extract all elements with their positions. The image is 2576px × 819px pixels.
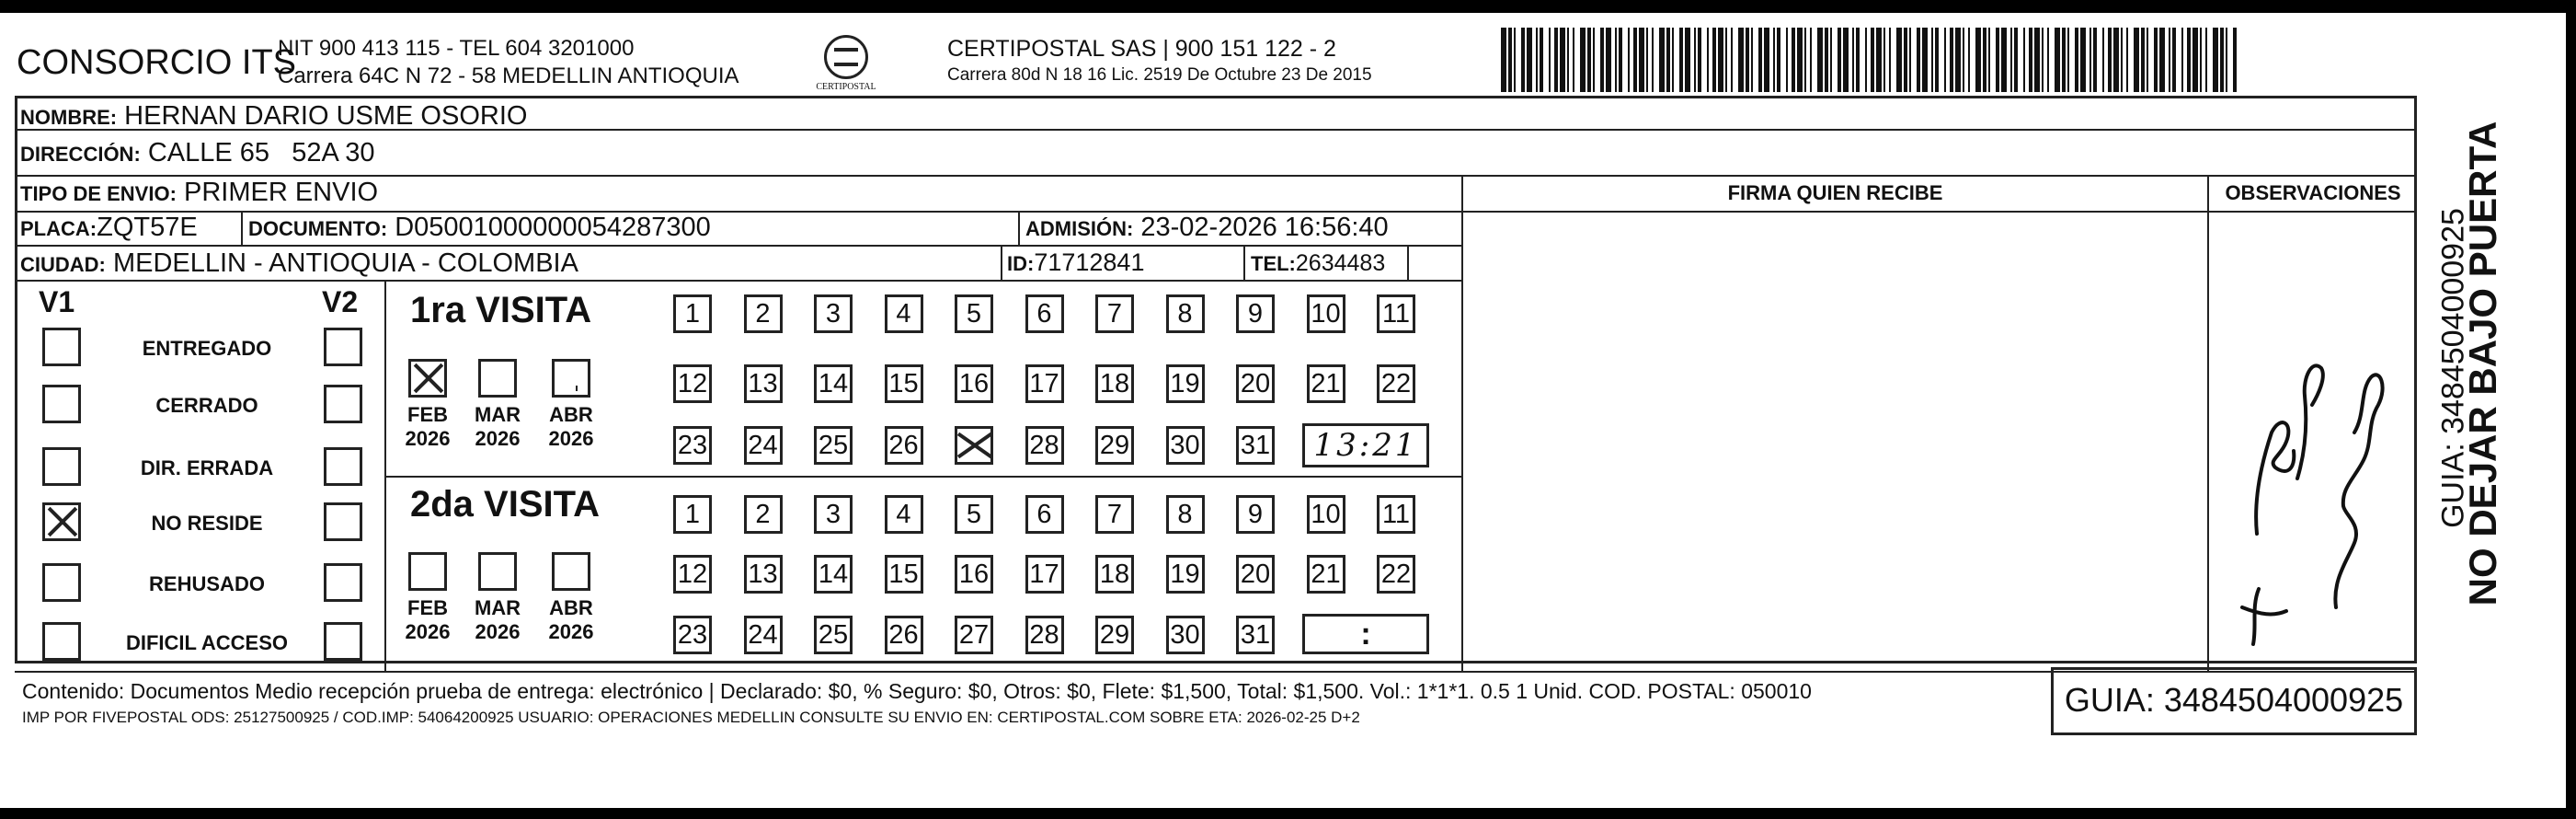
- visit2-month-checkbox-abr[interactable]: [552, 552, 590, 591]
- visit2-month-caption: [470, 596, 525, 644]
- barcode-bar: [1963, 28, 1964, 92]
- tel-value: 2634483: [1295, 250, 1386, 276]
- barcode-bar: [1619, 28, 1622, 92]
- barcode-bar: [1904, 28, 1907, 92]
- visit2-day-9[interactable]: 9: [1236, 495, 1275, 534]
- visit2-month-checkbox-mar[interactable]: [478, 552, 517, 591]
- ciudad-label: CIUDAD:: [20, 253, 106, 276]
- barcode-bar: [2159, 28, 2165, 92]
- visit1-day-19[interactable]: 19: [1166, 364, 1205, 403]
- status-option-label: DIR. ERRADA: [140, 456, 274, 479]
- barcode-bar: [2213, 28, 2218, 92]
- barcode-bar: [2134, 28, 2139, 92]
- barcode-bar: [1606, 28, 1611, 92]
- signature-drawing: [2216, 294, 2400, 653]
- visit1-month-checkbox-abr[interactable]: [552, 359, 590, 398]
- side-guia-number: GUIA: 3484504000925: [2435, 208, 2471, 528]
- visit2-day-18[interactable]: 18: [1095, 555, 1134, 594]
- visit1-day-16[interactable]: 16: [955, 364, 993, 403]
- barcode-bar: [2141, 28, 2145, 92]
- barcode-bar: [1580, 28, 1586, 92]
- barcode-bar: [1838, 28, 1841, 92]
- firma-header: FIRMA QUIEN RECIBE: [1727, 181, 1943, 204]
- barcode-bar: [1852, 28, 1854, 92]
- tipo-envio-label: TIPO DE ENVIO:: [20, 182, 177, 205]
- barcode-bar: [2001, 28, 2007, 92]
- visit2-day-22[interactable]: 22: [1377, 555, 1415, 594]
- barcode-bar: [2113, 28, 2119, 92]
- visit2-day-8[interactable]: 8: [1166, 495, 1205, 534]
- visit1-time[interactable]: 13:21: [1302, 423, 1429, 467]
- barcode-bar: [2187, 28, 2191, 92]
- barcode-bar: [1909, 28, 1911, 92]
- visit2-year-label: 2026: [548, 620, 594, 643]
- barcode-bar: [1707, 28, 1709, 92]
- visit1-day-7[interactable]: 7: [1095, 294, 1134, 333]
- barcode-bar: [1773, 28, 1775, 92]
- direccion-value: CALLE 65 52A 30: [147, 138, 375, 167]
- status-option-label: CERRADO: [155, 394, 258, 417]
- nombre-field: [20, 101, 527, 132]
- admision-field: [1025, 213, 1389, 243]
- visit1-day-20[interactable]: 20: [1236, 364, 1275, 403]
- barcode-bar: [1731, 28, 1733, 92]
- visit2-month-label: MAR: [474, 596, 521, 619]
- visit1-year-label: 2026: [475, 427, 521, 450]
- barcode-bar: [2014, 28, 2018, 92]
- barcode: [1501, 28, 2237, 92]
- courier-line: CERTIPOSTAL SAS | 900 151 122 - 2: [947, 36, 1336, 62]
- barcode-bar: [2126, 28, 2128, 92]
- barcode-bar: [1996, 28, 1999, 92]
- barcode-bar: [2010, 28, 2012, 92]
- barcode-bar: [1876, 28, 1882, 92]
- guia-number-box: GUIA: 3484504000925: [2051, 667, 2417, 735]
- visit2-month-checkbox-feb[interactable]: [408, 552, 447, 591]
- documento-field: [248, 213, 711, 243]
- visit2-day-23[interactable]: 23: [673, 616, 712, 654]
- barcode-bar: [2023, 28, 2025, 92]
- visit1-year-label: 2026: [405, 427, 451, 450]
- barcode-bar: [2181, 28, 2183, 92]
- visit1-month-label: FEB: [407, 403, 448, 426]
- barcode-bar: [1797, 28, 1803, 92]
- barcode-bar: [2047, 28, 2049, 92]
- barcode-bar: [2226, 28, 2227, 92]
- visit1-day-22[interactable]: 22: [1377, 364, 1415, 403]
- visit2-year-label: 2026: [405, 620, 451, 643]
- barcode-bar: [1988, 28, 1990, 92]
- certipostal-logo: [809, 35, 883, 99]
- barcode-bar: [1950, 28, 1953, 92]
- barcode-bar: [1725, 28, 1727, 92]
- barcode-bar: [1738, 28, 1744, 92]
- barcode-bar: [2121, 28, 2123, 92]
- visit2-time[interactable]: :: [1302, 614, 1429, 654]
- visit1-day-5[interactable]: 5: [955, 294, 993, 333]
- nit-line: NIT 900 413 115 - TEL 604 3201000: [278, 36, 635, 61]
- admision-label: ADMISIÓN:: [1025, 217, 1134, 240]
- visit2-day-14[interactable]: 14: [814, 555, 853, 594]
- barcode-bar: [2172, 28, 2176, 92]
- barcode-bar: [1672, 28, 1674, 92]
- barcode-bar: [2233, 28, 2237, 92]
- barcode-bar: [2220, 28, 2224, 92]
- visit1-day-27[interactable]: [955, 426, 993, 465]
- barcode-bar: [2200, 28, 2202, 92]
- visit2-day-10[interactable]: 10: [1307, 495, 1345, 534]
- barcode-bar: [2147, 28, 2148, 92]
- barcode-bar: [1786, 28, 1788, 92]
- visit1-day-31[interactable]: 31: [1236, 426, 1275, 465]
- logo-icon: [824, 35, 868, 79]
- v1-header: V1: [39, 285, 75, 318]
- visit2-month-label: FEB: [407, 596, 448, 619]
- barcode-bar: [1573, 28, 1574, 92]
- admision-value: 23-02-2026 16:56:40: [1140, 213, 1389, 242]
- barcode-bar: [1628, 28, 1630, 92]
- barcode-bar: [1764, 28, 1769, 92]
- v2-checkbox-cerrado[interactable]: [324, 385, 362, 423]
- barcode-bar: [1521, 28, 1525, 92]
- barcode-bar: [1567, 28, 1569, 92]
- barcode-bar: [1865, 28, 1867, 92]
- barcode-bar: [1896, 28, 1902, 92]
- barcode-bar: [2102, 28, 2104, 92]
- placa-value: ZQT57E: [97, 213, 198, 242]
- barcode-bar: [1810, 28, 1812, 92]
- barcode-bar: [1698, 28, 1701, 92]
- visit1-day-28[interactable]: 28: [1025, 426, 1064, 465]
- visit1-day-14[interactable]: 14: [814, 364, 853, 403]
- status-option-label: DIFICIL ACCESO: [125, 631, 288, 654]
- visit2-day-2[interactable]: 2: [744, 495, 783, 534]
- barcode-bar: [2154, 28, 2158, 92]
- barcode-bar: [2062, 28, 2066, 92]
- barcode-bar: [1633, 28, 1637, 92]
- barcode-bar: [1746, 28, 1749, 92]
- v2-checkbox-dir-errada[interactable]: [324, 447, 362, 486]
- barcode-bar: [2055, 28, 2060, 92]
- visit1-day-4[interactable]: 4: [885, 294, 923, 333]
- visit1-day-18[interactable]: 18: [1095, 364, 1134, 403]
- barcode-bar: [1883, 28, 1885, 92]
- visit1-day-11[interactable]: 11: [1377, 294, 1415, 333]
- barcode-bar: [2169, 28, 2170, 92]
- tel-field: [1251, 250, 1385, 277]
- barcode-bar: [1718, 28, 1723, 92]
- barcode-bar: [1889, 28, 1891, 92]
- id-label: ID:: [1007, 252, 1035, 275]
- tel-label: TEL:: [1251, 252, 1296, 275]
- visit1-month-label: MAR: [474, 403, 521, 426]
- barcode-bar: [1825, 28, 1828, 92]
- company-name: CONSORCIO ITS: [17, 43, 297, 82]
- status-option-label: REHUSADO: [149, 572, 265, 595]
- visit1-day-21[interactable]: 21: [1307, 364, 1345, 403]
- v2-checkbox-rehusado[interactable]: [324, 563, 362, 602]
- footer-print-info: IMP POR FIVEPOSTAL ODS: 25127500925 / COD.IMP: 54064200925 USUARIO: OPERACIONES MEDELLIN CONSULTE SU ENVIO EN: CERTIPOSTAL.COM SOBRE ETA: 2026-02-25 D+2: [22, 709, 1360, 726]
- visit2-day-27[interactable]: 27: [955, 616, 993, 654]
- barcode-bar: [1501, 28, 1506, 92]
- visit2-day-20[interactable]: 20: [1236, 555, 1275, 594]
- direccion-label: DIRECCIÓN:: [20, 143, 141, 166]
- visit1-day-24[interactable]: 24: [744, 426, 783, 465]
- documento-value: D05001000000054287300: [395, 213, 711, 242]
- visit2-day-1[interactable]: 1: [673, 495, 712, 534]
- status-option-label: NO RESIDE: [151, 512, 263, 535]
- address-line: Carrera 64C N 72 - 58 MEDELLIN ANTIOQUIA: [278, 63, 739, 88]
- documento-label: DOCUMENTO:: [248, 217, 388, 240]
- v2-checkbox-dificil-acceso[interactable]: [324, 622, 362, 661]
- top-border: [0, 0, 2576, 13]
- barcode-bar: [1694, 28, 1696, 92]
- visit1-day-23[interactable]: 23: [673, 426, 712, 465]
- visit2-day-16[interactable]: 16: [955, 555, 993, 594]
- barcode-bar: [1587, 28, 1591, 92]
- barcode-bar: [1659, 28, 1665, 92]
- visit1-month-caption: [400, 403, 455, 451]
- tipo-envio-value: PRIMER ENVIO: [183, 178, 379, 207]
- barcode-bar: [1646, 28, 1648, 92]
- direccion-field: [20, 138, 375, 168]
- barcode-bar: [2093, 28, 2097, 92]
- visit2-month-caption: [544, 596, 599, 644]
- barcode-bar: [2080, 28, 2086, 92]
- barcode-bar: [1804, 28, 1806, 92]
- visit1-day-26[interactable]: 26: [885, 426, 923, 465]
- barcode-bar: [1935, 28, 1939, 92]
- barcode-bar: [1600, 28, 1604, 92]
- visit1-month-caption: [470, 403, 525, 451]
- visit1-day-13[interactable]: 13: [744, 364, 783, 403]
- v1-checkbox-cerrado[interactable]: [42, 385, 81, 423]
- barcode-bar: [1652, 28, 1654, 92]
- barcode-bar: [1856, 28, 1860, 92]
- logo-text: CERTIPOSTAL: [816, 82, 876, 92]
- footer-content: Contenido: Documentos Medio recepción prueba de entrega: electrónico | Declarado: $0, % Seguro: $0, Otros: $0, Flete: $1,500, Total: $1,500. Vol.: 1*1*1. 0.5 1 Unid. COD. POSTAL: 050010: [22, 679, 1812, 703]
- barcode-bar: [2192, 28, 2198, 92]
- visit2-day-25[interactable]: 25: [814, 616, 853, 654]
- visit1-day-6[interactable]: 6: [1025, 294, 1064, 333]
- visit1-day-2[interactable]: 2: [744, 294, 783, 333]
- v1-checkbox-rehusado[interactable]: [42, 563, 81, 602]
- placa-field: [20, 213, 198, 243]
- barcode-bar: [1593, 28, 1595, 92]
- visit2-day-5[interactable]: 5: [955, 495, 993, 534]
- visit1-day-1[interactable]: 1: [673, 294, 712, 333]
- barcode-bar: [1560, 28, 1565, 92]
- barcode-bar: [1751, 28, 1753, 92]
- ciudad-field: [20, 248, 578, 279]
- barcode-bar: [1983, 28, 1986, 92]
- visit1-year-label: 2026: [548, 427, 594, 450]
- barcode-bar: [1955, 28, 1961, 92]
- barcode-bar: [1679, 28, 1683, 92]
- visit2-day-12[interactable]: 12: [673, 555, 712, 594]
- visit2-day-3[interactable]: 3: [814, 495, 853, 534]
- barcode-bar: [1666, 28, 1670, 92]
- visit1-day-17[interactable]: 17: [1025, 364, 1064, 403]
- barcode-bar: [1615, 28, 1617, 92]
- barcode-bar: [1554, 28, 1558, 92]
- barcode-bar: [2205, 28, 2207, 92]
- barcode-bar: [1968, 28, 1970, 92]
- barcode-bar: [1758, 28, 1762, 92]
- barcode-bar: [1817, 28, 1823, 92]
- visit2-month-label: ABR: [549, 596, 593, 619]
- observaciones-header: OBSERVACIONES: [2225, 181, 2401, 204]
- visit2-day-31[interactable]: 31: [1236, 616, 1275, 654]
- visit1-day-8[interactable]: 8: [1166, 294, 1205, 333]
- barcode-bar: [2108, 28, 2112, 92]
- visit2-day-19[interactable]: 19: [1166, 555, 1205, 594]
- barcode-bar: [1527, 28, 1532, 92]
- barcode-bar: [1792, 28, 1795, 92]
- barcode-bar: [1685, 28, 1690, 92]
- barcode-bar: [1944, 28, 1946, 92]
- bottom-border: [0, 808, 2576, 819]
- barcode-bar: [2042, 28, 2044, 92]
- id-value: 71712841: [1034, 248, 1145, 276]
- no-dejar-warning: NO DEJAR BAJO PUERTA: [2461, 121, 2504, 606]
- barcode-bar: [1922, 28, 1928, 92]
- barcode-bar: [1508, 28, 1512, 92]
- visit1-month-checkbox-mar[interactable]: [478, 359, 517, 398]
- v2-header: V2: [322, 285, 359, 318]
- visit1-day-30[interactable]: 30: [1166, 426, 1205, 465]
- ciudad-value: MEDELLIN - ANTIOQUIA - COLOMBIA: [112, 248, 578, 278]
- visit2-day-13[interactable]: 13: [744, 555, 783, 594]
- v1-checkbox-dificil-acceso[interactable]: [42, 622, 81, 661]
- visit2-day-11[interactable]: 11: [1377, 495, 1415, 534]
- nombre-value: HERNAN DARIO USME OSORIO: [124, 101, 528, 131]
- visit2-day-15[interactable]: 15: [885, 555, 923, 594]
- tipo-envio-field: [20, 178, 378, 208]
- visit2-month-caption: [400, 596, 455, 644]
- visit2-day-29[interactable]: 29: [1095, 616, 1134, 654]
- visit2-year-label: 2026: [475, 620, 521, 643]
- visit2-title: 2da VISITA: [410, 484, 600, 525]
- barcode-bar: [1777, 28, 1780, 92]
- v2-checkbox-no-reside[interactable]: [324, 502, 362, 541]
- right-edge: [2566, 0, 2576, 819]
- barcode-bar: [1540, 28, 1543, 92]
- barcode-bar: [1536, 28, 1538, 92]
- visit1-day-10[interactable]: 10: [1307, 294, 1345, 333]
- visit2-day-30[interactable]: 30: [1166, 616, 1205, 654]
- barcode-bar: [1830, 28, 1832, 92]
- company-info: [278, 35, 739, 90]
- barcode-bar: [1514, 28, 1516, 92]
- visit1-day-29[interactable]: 29: [1095, 426, 1134, 465]
- visit2-day-6[interactable]: 6: [1025, 495, 1064, 534]
- barcode-bar: [1917, 28, 1920, 92]
- visit1-day-25[interactable]: 25: [814, 426, 853, 465]
- barcode-bar: [1871, 28, 1874, 92]
- barcode-bar: [1975, 28, 1981, 92]
- barcode-bar: [1843, 28, 1849, 92]
- visit1-month-label: ABR: [549, 403, 593, 426]
- v1-checkbox-entregado[interactable]: [42, 328, 81, 366]
- visit2-day-7[interactable]: 7: [1095, 495, 1134, 534]
- v1-checkbox-dir-errada[interactable]: [42, 447, 81, 486]
- v1-checkbox-no-reside[interactable]: [42, 502, 81, 541]
- visit1-month-checkbox-feb[interactable]: [408, 359, 447, 398]
- visit2-day-4[interactable]: 4: [885, 495, 923, 534]
- barcode-bar: [1639, 28, 1644, 92]
- visit1-day-9[interactable]: 9: [1236, 294, 1275, 333]
- courier-address: Carrera 80d N 18 16 Lic. 2519 De Octubre 23 De 2015: [947, 65, 1372, 85]
- v2-checkbox-entregado[interactable]: [324, 328, 362, 366]
- placa-label: PLACA:: [20, 217, 97, 240]
- barcode-bar: [2089, 28, 2091, 92]
- barcode-bar: [2075, 28, 2078, 92]
- courier-info: [947, 35, 1372, 87]
- visit2-day-28[interactable]: 28: [1025, 616, 1064, 654]
- visit1-title: 1ra VISITA: [410, 290, 592, 330]
- visit2-day-21[interactable]: 21: [1307, 555, 1345, 594]
- barcode-bar: [2029, 28, 2032, 92]
- visit1-day-15[interactable]: 15: [885, 364, 923, 403]
- visit1-day-3[interactable]: 3: [814, 294, 853, 333]
- barcode-bar: [1712, 28, 1716, 92]
- status-option-label: ENTREGADO: [142, 337, 272, 360]
- visit2-day-26[interactable]: 26: [885, 616, 923, 654]
- visit1-month-caption: [544, 403, 599, 451]
- barcode-bar: [1931, 28, 1933, 92]
- barcode-bar: [1549, 28, 1551, 92]
- visit2-day-17[interactable]: 17: [1025, 555, 1064, 594]
- visit1-day-12[interactable]: 12: [673, 364, 712, 403]
- barcode-bar: [2034, 28, 2040, 92]
- nombre-label: NOMBRE:: [20, 106, 118, 129]
- barcode-bar: [2067, 28, 2069, 92]
- visit2-day-24[interactable]: 24: [744, 616, 783, 654]
- id-field: [1007, 248, 1144, 277]
